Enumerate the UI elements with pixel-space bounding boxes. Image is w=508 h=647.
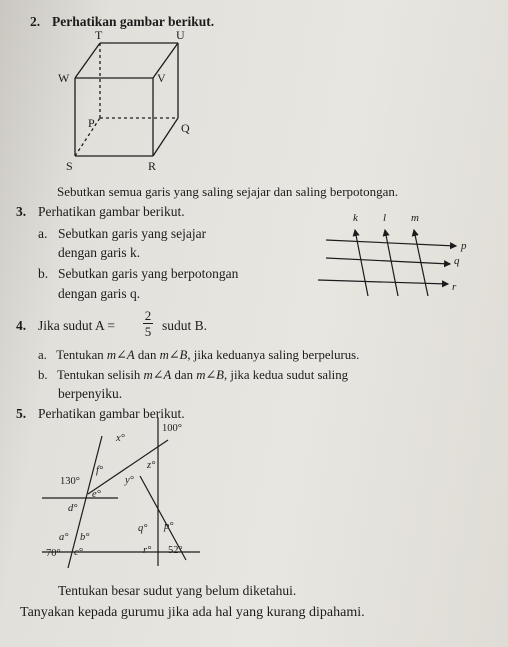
line-label-l: l	[383, 212, 387, 224]
line-label-p: p	[461, 240, 467, 252]
q3-a-label: a.	[38, 226, 48, 241]
cube-label-w: W	[58, 71, 70, 85]
angle-100: 100°	[162, 423, 182, 434]
q4-a-post: , jika keduanya saling berpelurus.	[187, 348, 360, 362]
q5-instruction: Tentukan besar sudut yang belum diketahui.	[58, 583, 297, 598]
angle-q: q°	[138, 523, 148, 534]
angle-c: c°	[74, 547, 83, 558]
q4-b-line2: berpenyiku.	[58, 386, 123, 401]
q4-a-mid: dan	[137, 348, 157, 362]
q4-a-pre: Tentukan	[56, 348, 104, 362]
angle-52: 52°	[168, 545, 183, 556]
q4-b-angle-b: m∠B	[196, 368, 224, 382]
angle-b: b°	[80, 532, 90, 543]
line-label-q: q	[454, 255, 460, 267]
q4-frac-numerator: 2	[144, 308, 152, 323]
line-label-m: m	[411, 212, 419, 224]
angle-d: d°	[68, 503, 78, 514]
angle-x: x°	[116, 433, 125, 444]
cube-label-s: S	[66, 159, 73, 173]
q2-title: Perhatikan gambar berikut.	[52, 14, 215, 29]
angle-a: a°	[59, 532, 69, 543]
angle-f: f°	[96, 465, 104, 476]
q4-number: 4.	[16, 318, 27, 333]
q3-title: Perhatikan gambar berikut.	[38, 204, 185, 219]
cube-label-t: T	[95, 28, 103, 42]
q4-a-angle-a: m∠A	[106, 348, 135, 362]
q3-number: 3.	[16, 204, 27, 219]
q3-b-line1: Sebutkan garis yang berpotongan	[58, 266, 239, 281]
q4-a-label: a.	[38, 348, 47, 362]
footer-note: Tanyakan kepada gurumu jika ada hal yang kurang dipahami.	[20, 605, 365, 620]
q4-b-post: , jika kedua sudut saling	[223, 368, 349, 382]
q4-a-angle-b: m∠B	[159, 348, 188, 362]
q3-b-label: b.	[38, 266, 49, 281]
line-label-k: k	[353, 212, 358, 224]
q5-number: 5.	[16, 406, 27, 421]
angle-e: e°	[92, 489, 101, 500]
angle-70: 70°	[46, 548, 61, 559]
q4-b-angle-a: m∠A	[143, 368, 172, 382]
q4-b-label: b.	[38, 368, 48, 382]
q4-text-suffix: sudut B.	[162, 318, 208, 333]
q4-b-mid: dan	[174, 368, 193, 382]
cube-label-q: Q	[181, 121, 190, 135]
angle-z: z°	[147, 460, 156, 471]
q4-frac-denominator: 5	[144, 324, 152, 339]
angle-130: 130°	[60, 476, 80, 487]
q4-b-pre: Tentukan selisih	[56, 368, 141, 382]
q2-number: 2.	[30, 14, 41, 29]
q3-b-line2: dengan garis q.	[58, 286, 141, 301]
q4-text-prefix: Jika sudut A =	[38, 318, 115, 333]
angle-y: y°	[125, 475, 134, 486]
line-label-r: r	[452, 281, 457, 293]
q2-instruction: Sebutkan semua garis yang saling sejajar dan saling berpotongan.	[57, 184, 399, 199]
cube-label-r: R	[148, 159, 157, 173]
angle-r: r°	[143, 545, 152, 556]
cube-label-u: U	[176, 28, 185, 42]
cube-label-p: P	[88, 116, 95, 130]
cube-label-v: V	[157, 71, 166, 85]
q5-title: Perhatikan gambar berikut.	[38, 406, 185, 421]
angle-p: p°	[164, 521, 174, 532]
q3-a-line2: dengan garis k.	[58, 245, 141, 260]
q3-a-line1: Sebutkan garis yang sejajar	[58, 226, 207, 241]
